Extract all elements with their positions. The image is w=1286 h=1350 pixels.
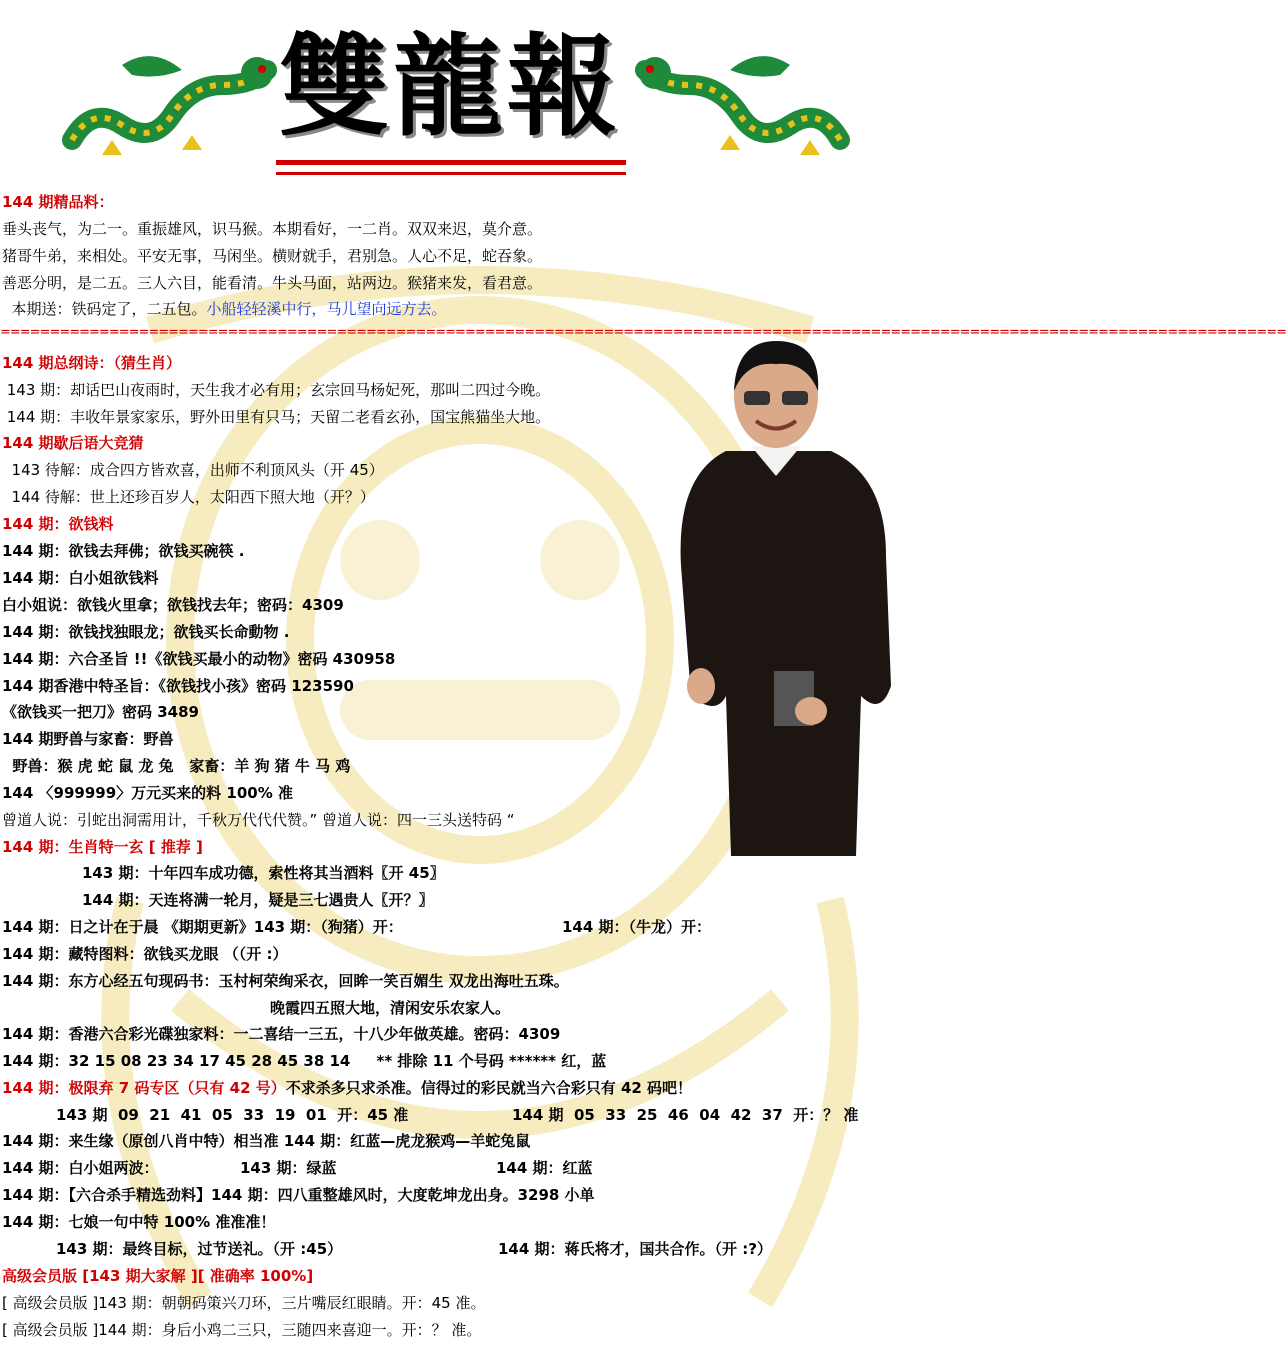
kill-line [2, 1078, 692, 1098]
money-line: 《欲钱买一把刀》密码 3489 [2, 703, 199, 721]
more-line: 144 期：白小姐两波： [2, 1159, 159, 1177]
intro-send-label: 本期送：铁码定了，二五包。 [2, 300, 207, 318]
saying-line: 144 期：东方心经五句现码书：玉村柯荣绚采衣，回眸一笑百媚生 双龙出海吐五珠。 [2, 972, 569, 990]
saying-line: 144 期：藏特图料：欲钱买龙眼 （（开 :） [2, 945, 288, 963]
masthead-rule-top [276, 160, 626, 165]
intro-line: 善恶分明，是二五。三人六目，能看清。牛头马面，站两边。猴猪来发，看君意。 [2, 274, 543, 292]
saying-line: 144 期：32 15 08 23 34 17 45 28 45 38 14 ** 排除 11 个号码 ****** 红，蓝 [2, 1052, 607, 1070]
vip-heading: 高级会员版 [143 期大家解 ][ 准确率 100%] [2, 1267, 314, 1285]
riddle-heading: 144 期歇后语大竞猜 [2, 434, 144, 452]
money-line: 曾道人说：引蛇出洞需用计，千秋万代代代赞。” 曾道人说：四一三头送特码 “ [2, 811, 515, 829]
masthead-title: 雙龍報 [279, 22, 621, 151]
more-line: 144 期：来生缘（原创八肖中特）相当准 144 期：红蓝—虎龙猴鸡—羊蛇兔鼠 [2, 1132, 531, 1150]
more-line: 144 期：【六合杀手精选劲料】144 期：四八重整雄风时，大度乾坤龙出身。3298 小单 [2, 1186, 595, 1204]
money-line: 144 期：六合圣旨 !!《欲钱买最小的动物》密码 430958 [2, 650, 396, 668]
intro-line: 垂头丧气，为二一。重振雄风，识马猴。本期看好，一二肖。双双来迟，莫介意。 [2, 220, 543, 238]
money-line: 白小姐说：欲钱火里拿；欲钱找去年；密码：4309 [2, 596, 344, 614]
kill-143: 143 期 09 21 41 05 33 19 01 开：45 准 [56, 1106, 409, 1124]
more-line: 144 期：蒋氏将才，国共合作。（开 :?） [498, 1240, 772, 1258]
header [0, 0, 900, 190]
more-line: 143 期：绿蓝 [240, 1159, 337, 1177]
section-divider: ================================================================================================================================== [0, 325, 1286, 340]
kill-heading: 144 期：极限弃 7 码专区（只有 42 号） [2, 1079, 286, 1097]
money-line: 144 期野兽与家畜：野兽 [2, 730, 174, 748]
poem-143: 143 期：却话巴山夜雨时，天生我才必有用；玄宗回马杨妃死，那叫二四过今晚。 [2, 381, 551, 399]
money-line: 144 期：白小姐欲钱料 [2, 569, 159, 587]
vip-143: [ 高级会员版 ]143 期：朝朝码策兴刀环，三片嘴辰红眼睛。开：45 准。 [2, 1294, 486, 1312]
dragon-left-icon [62, 45, 282, 170]
saying-line-right: 144 期：（牛龙）开： [562, 918, 712, 936]
saying-line: 144 期：香港六合彩光碟独家料：一二喜结一三五，十八少年做英雄。密码：4309 [2, 1025, 561, 1043]
masthead-rule-bottom [276, 172, 626, 175]
dragon-right-icon [630, 45, 850, 170]
intro-heading: 144 期精品料： [2, 193, 114, 211]
riddle-143: 143 待解：成合四方皆欢喜，出师不利顶风头（开 45） [2, 461, 384, 479]
poem-144: 144 期：丰收年景家家乐，野外田里有只马；天留二老看玄孙，国宝熊猫坐大地。 [2, 408, 551, 426]
money-line: 144 〈999999〉万元买来的料 100% 准 [2, 784, 293, 802]
man-in-robe-figure [656, 336, 900, 856]
saying-line-left: 144 期：日之计在于晨 《期期更新》143 期：（狗猪）开： [2, 918, 403, 936]
more-line: 143 期：最终目标，过节送礼。（开 :45） [56, 1240, 343, 1258]
kill-144: 144 期 05 33 25 46 04 42 37 开：？ 准 [512, 1106, 859, 1124]
more-line: 144 期：红蓝 [496, 1159, 593, 1177]
shengxiao-144: 144 期：天连将满一轮月，疑是三七遇贵人〖开？〗 [82, 891, 434, 909]
shengxiao-heading: 144 期：生肖特一玄 [ 推荐 ] [2, 838, 203, 856]
money-heading: 144 期：欲钱料 [2, 515, 114, 533]
money-line: 野兽：猴 虎 蛇 鼠 龙 兔 家畜：羊 狗 猪 牛 马 鸡 [2, 757, 351, 775]
shengxiao-143: 143 期：十年四车成功德，索性将其当酒料〖开 45〗 [82, 864, 445, 882]
money-line: 144 期：欲钱去拜佛；欲钱买碗筷 . [2, 542, 245, 560]
riddle-144: 144 待解：世上还珍百岁人，太阳西下照大地（开？） [2, 488, 375, 506]
more-line: 144 期：七娘一句中特 100% 准准准！ [2, 1213, 276, 1231]
intro-send-line [2, 299, 447, 319]
vip-144: [ 高级会员版 ]144 期：身后小鸡二三只，三随四来喜迎一。开：？ 准。 [2, 1321, 482, 1339]
saying-line: 晚霞四五照大地，清闲安乐农家人。 [270, 999, 511, 1017]
money-line: 144 期：欲钱找独眼龙；欲钱买长命動物 . [2, 623, 290, 641]
intro-line: 猪哥牛弟，来相处。平安无事，马闲坐。横财就手，君别急。人心不足，蛇吞象。 [2, 247, 543, 265]
money-line: 144 期香港中特圣旨：《欲钱找小孩》密码 123590 [2, 677, 354, 695]
poem-heading: 144 期总纲诗：（猜生肖） [2, 354, 182, 372]
intro-send-blue: 小船轻轻溪中行，马儿望向远方去。 [206, 300, 447, 318]
kill-rest: 不求杀多只求杀准。信得过的彩民就当六合彩只有 42 码吧！ [285, 1079, 693, 1097]
